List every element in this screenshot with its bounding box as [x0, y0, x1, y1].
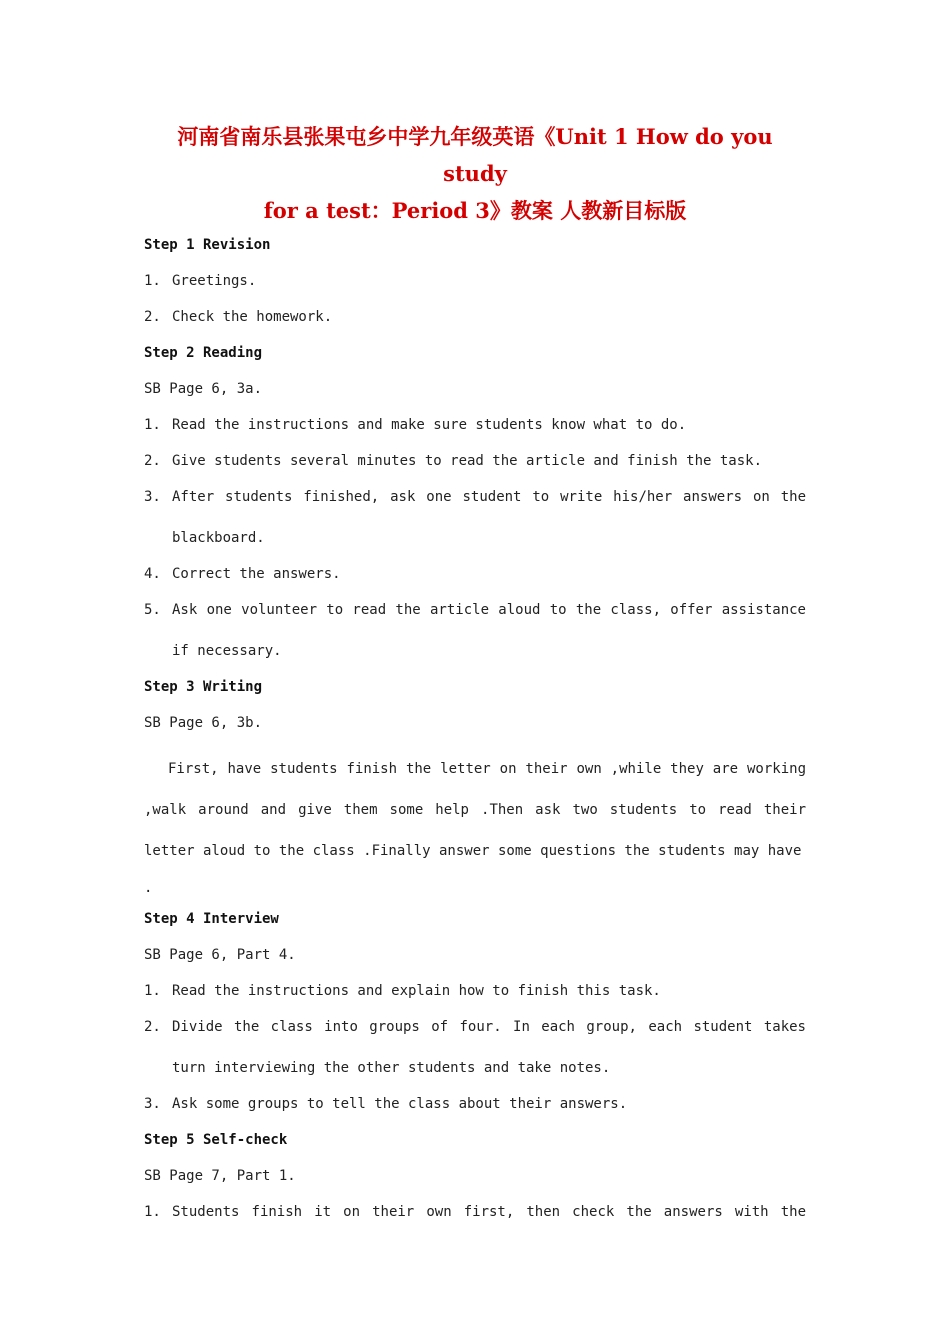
title-line-2: for a test：Period 3》教案 人教新目标版 — [263, 198, 687, 223]
step2-item-2 — [144, 451, 806, 487]
item-number: 1. — [144, 1204, 161, 1220]
item-text: Give students several minutes to read the article and finish the task. — [172, 453, 763, 469]
item-number: 4. — [144, 566, 161, 582]
step4-heading: Step 4 Interview — [144, 911, 279, 927]
step2-item-4 — [144, 564, 806, 600]
item-text: Read the instructions and make sure students know what to do. — [172, 417, 687, 433]
item-text-continued: turn interviewing the other students and take notes. — [172, 1060, 611, 1076]
item-number: 1. — [144, 273, 161, 289]
item-text: Divide the class into groups of four. In each group, each student takes — [172, 1019, 806, 1035]
step5-heading: Step 5 Self-check — [144, 1132, 288, 1148]
step2-item-1 — [144, 415, 806, 451]
step3-reference: SB Page 6, 3b. — [144, 715, 263, 731]
item-text: Check the homework. — [172, 309, 333, 325]
item-text: Greetings. — [172, 273, 257, 289]
step3-paragraph: First, have students finish the letter on their own ,while they are working ,walk around and give them some help .Then ask two students to read their letter aloud to the class .Finally answer some questions the students may have — [144, 761, 806, 859]
document-page — [144, 118, 806, 1238]
item-number: 1. — [144, 983, 161, 999]
step5-item-1 — [144, 1202, 806, 1238]
item-text: After students finished, ask one student to write his/her answers on the — [172, 489, 806, 505]
item-number: 3. — [144, 489, 161, 505]
item-text: Ask some groups to tell the class about their answers. — [172, 1096, 628, 1112]
step3-heading: Step 3 Writing — [144, 679, 263, 695]
document-title — [144, 118, 806, 229]
step4-item-1 — [144, 981, 806, 1017]
item-number: 5. — [144, 602, 161, 618]
step4-item-3 — [144, 1094, 806, 1130]
step3-paragraph-block — [144, 749, 806, 909]
item-text-continued: blackboard. — [172, 530, 265, 546]
step1-heading: Step 1 Revision — [144, 237, 271, 253]
item-text-continued: if necessary. — [172, 643, 282, 659]
step4-reference: SB Page 6, Part 4. — [144, 947, 296, 963]
item-number: 3. — [144, 1096, 161, 1112]
step5-reference: SB Page 7, Part 1. — [144, 1168, 296, 1184]
item-number: 1. — [144, 417, 161, 433]
item-number: 2. — [144, 1019, 161, 1035]
item-number: 2. — [144, 453, 161, 469]
step4-item-2 — [144, 1017, 806, 1094]
item-text: Correct the answers. — [172, 566, 341, 582]
title-line-1: 河南省南乐县张果屯乡中学九年级英语《Unit 1 How do you study — [177, 124, 773, 186]
step3-paragraph-end: . — [144, 880, 153, 896]
item-text: Read the instructions and explain how to finish this task. — [172, 983, 661, 999]
step1-item-2 — [144, 307, 806, 343]
step1-item-1 — [144, 271, 806, 307]
item-number: 2. — [144, 309, 161, 325]
item-text: Ask one volunteer to read the article aloud to the class, offer assistance — [172, 602, 806, 618]
step2-item-3 — [144, 487, 806, 564]
step2-reference: SB Page 6, 3a. — [144, 381, 263, 397]
step2-item-5 — [144, 600, 806, 677]
step2-heading: Step 2 Reading — [144, 345, 263, 361]
item-text: Students finish it on their own first, then check the answers with the — [172, 1204, 806, 1220]
